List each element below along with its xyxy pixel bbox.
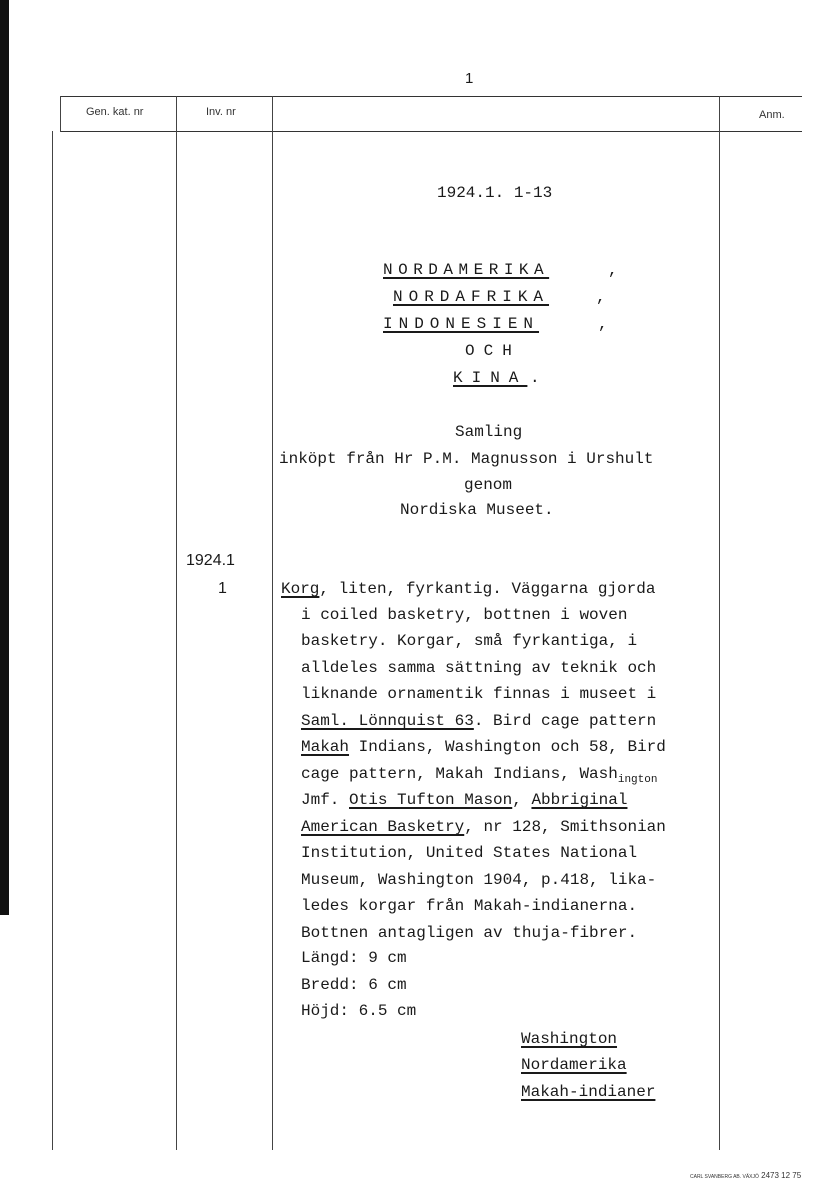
entry-inv-year: 1924.1: [186, 552, 235, 569]
catalog-number-range: 1924.1. 1-13: [437, 184, 553, 202]
region-separator: ,: [608, 261, 619, 279]
form-number: 2473 12 75: [761, 1171, 802, 1180]
col-divider-left-body: [52, 131, 53, 1150]
measurement-length: Längd: 9 cm: [301, 949, 407, 967]
region-north-africa: NORDAFRIKA: [393, 288, 550, 306]
printer-name: CARL SVANBERG AB. VÄXJÖ: [690, 1174, 759, 1180]
header-top-rule: [60, 96, 802, 97]
tag-people: Makah-indianer: [521, 1083, 656, 1101]
column-header-gen-kat-nr: Gen. kat. nr: [86, 106, 144, 118]
collection-line-3: genom: [464, 476, 513, 494]
column-header-anm: Anm.: [759, 109, 785, 121]
description-line-5: liknande ornamentik finnas i museet i: [301, 685, 657, 703]
reference-author: Otis Tufton Mason: [349, 791, 513, 809]
description-line-13: ledes korgar från Makah-indianerna.: [301, 897, 638, 915]
description-line-14: Bottnen antagligen av thuja-fibrer.: [301, 924, 638, 942]
description-line-8: cage pattern, Makah Indians, Wash$_{ington}$: [301, 765, 658, 786]
object-name: Korg: [281, 580, 320, 598]
reference-tribe: Makah: [301, 738, 350, 756]
description-line-12: Museum, Washington 1904, p.418, lika-: [301, 871, 657, 889]
region-north-america: NORDAMERIKA: [383, 261, 550, 279]
description-line-9: Jmf. Otis Tufton Mason, Abbriginal: [301, 791, 628, 809]
col-divider-1: [176, 96, 177, 1150]
collection-line-4: Nordiska Museet.: [400, 501, 554, 519]
description-line-6: Saml. Lönnquist 63. Bird cage pattern: [301, 712, 657, 730]
tag-place: Washington: [521, 1030, 618, 1048]
description-line-11: Institution, United States National: [301, 844, 638, 862]
description-line-7: Makah Indians, Washington och 58, Bird: [301, 738, 666, 756]
region-china: KINA: [453, 369, 528, 387]
description-line-10: American Basketry, nr 128, Smithsonian: [301, 818, 666, 836]
collection-line-1: Samling: [455, 423, 523, 441]
reference-collection: Saml. Lönnquist 63: [301, 712, 474, 730]
description-line-3: basketry. Korgar, små fyrkantiga, i: [301, 632, 638, 650]
region-separator: ,: [596, 288, 607, 306]
region-separator: ,: [598, 315, 609, 333]
tag-region: Nordamerika: [521, 1056, 627, 1074]
description-line-1: Korg, liten, fyrkantig. Väggarna gjorda: [281, 580, 656, 598]
description-line-2: i coiled basketry, bottnen i woven: [301, 606, 628, 624]
col-divider-3: [719, 96, 720, 1150]
col-divider-2: [272, 96, 273, 1150]
entry-inv-item: 1: [218, 580, 227, 597]
region-indonesia: INDONESIEN: [383, 315, 540, 333]
collection-line-2: inköpt från Hr P.M. Magnusson i Urshult: [279, 450, 654, 468]
reference-title-part-1: Abbriginal: [531, 791, 628, 809]
header-bottom-rule: [60, 131, 802, 132]
scan-edge-bar: [0, 0, 9, 915]
description-line-4: alldeles samma sättning av teknik och: [301, 659, 657, 677]
reference-title-part-2: American Basketry: [301, 818, 465, 836]
measurement-height: Höjd: 6.5 cm: [301, 1002, 417, 1020]
col-divider-left: [60, 96, 61, 132]
form-footer: [690, 1171, 801, 1180]
page-number: 1: [465, 70, 474, 87]
region-terminator: .: [530, 369, 541, 387]
measurement-width: Bredd: 6 cm: [301, 976, 407, 994]
region-connector: OCH: [465, 342, 521, 360]
column-header-inv-nr: Inv. nr: [206, 106, 236, 118]
